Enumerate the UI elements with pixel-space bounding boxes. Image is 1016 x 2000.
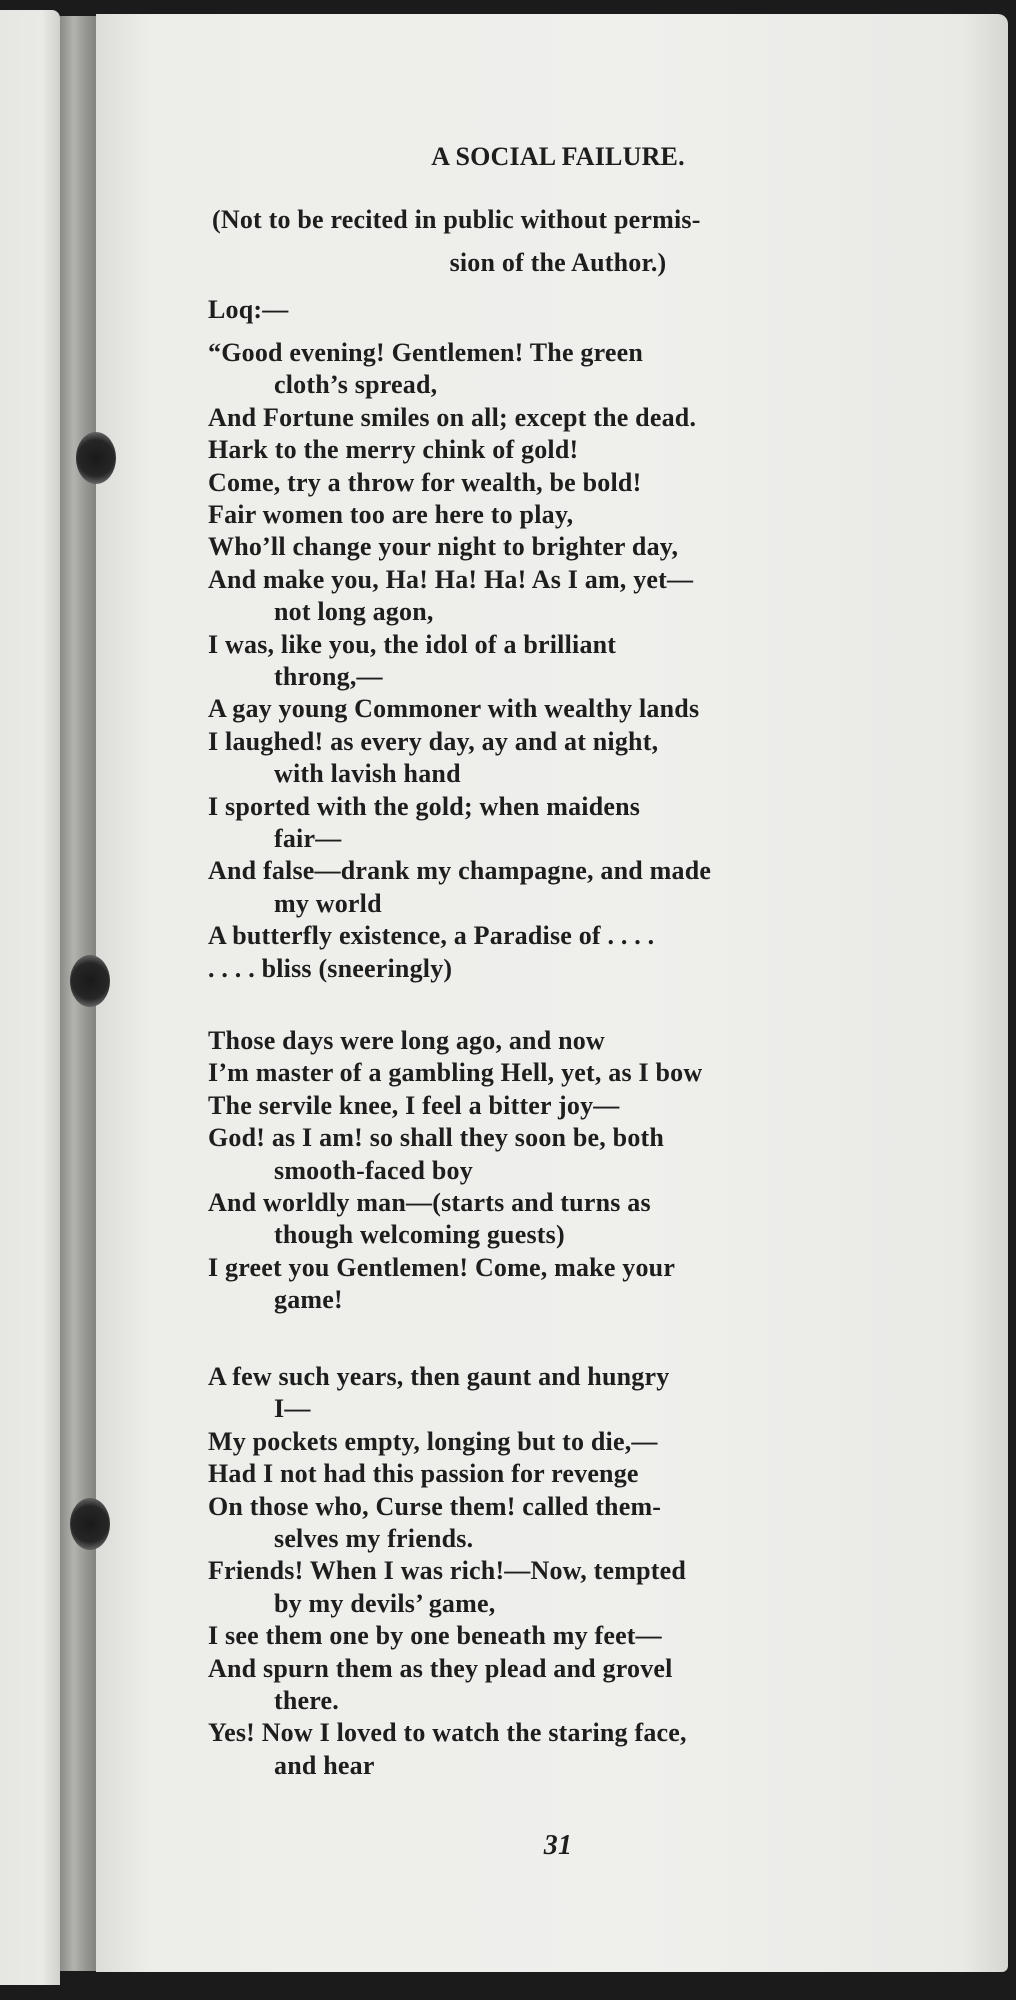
poem-line: Hark to the merry chink of gold! xyxy=(208,435,579,464)
poem-line: And worldly man—(starts and turns as xyxy=(208,1188,651,1217)
speaker-direction: Loq:— xyxy=(208,295,289,324)
binding-hole xyxy=(76,432,116,484)
poem-line: And spurn them as they plead and grovel xyxy=(208,1654,673,1683)
poem-line: On those who, Curse them! called them- xyxy=(208,1492,662,1521)
binding-hole xyxy=(70,1498,110,1550)
page-number: 31 xyxy=(543,1830,573,1861)
poem-line: my world xyxy=(274,889,382,918)
poem-line: Who’ll change your night to brighter day, xyxy=(208,532,679,561)
poem-line: by my devils’ game, xyxy=(274,1589,496,1618)
poem-line: Fair women too are here to play, xyxy=(208,500,574,529)
poem-line: Come, try a throw for wealth, be bold! xyxy=(208,468,642,497)
poem-line: I— xyxy=(274,1394,311,1423)
poem-line: game! xyxy=(274,1285,343,1314)
poem-line: though welcoming guests) xyxy=(274,1220,565,1249)
poem-line: I see them one by one beneath my feet— xyxy=(208,1621,662,1650)
poem-line: I greet you Gentlemen! Come, make your xyxy=(208,1253,676,1282)
poem-line: selves my friends. xyxy=(274,1524,474,1553)
poem-line: A gay young Commoner with wealthy lands xyxy=(208,694,700,723)
poem-line: I laughed! as every day, ay and at night, xyxy=(208,727,659,756)
poem-line: And Fortune smiles on all; except the dead. xyxy=(208,403,697,432)
poem-line: I sported with the gold; when maidens xyxy=(208,792,641,821)
poem-line: God! as I am! so shall they soon be, both xyxy=(208,1123,665,1152)
poem-line: The servile knee, I feel a bitter joy— xyxy=(208,1091,620,1120)
poem-line: cloth’s spread, xyxy=(274,370,438,399)
poem-line: . . . . bliss (sneeringly) xyxy=(208,954,453,983)
poem-line: there. xyxy=(274,1686,339,1715)
poem-line: I was, like you, the idol of a brilliant xyxy=(208,630,617,659)
poem-line: Friends! When I was rich!—Now, tempted xyxy=(208,1556,686,1585)
author-note-line-2: sion of the Author.) xyxy=(449,248,667,277)
poem-line: and hear xyxy=(274,1751,375,1780)
poem-line: I’m master of a gambling Hell, yet, as I bow xyxy=(208,1058,703,1087)
previous-page-edge xyxy=(0,10,60,1985)
author-note-line-1: (Not to be recited in public without permis- xyxy=(212,205,701,234)
poem-line: smooth-faced boy xyxy=(274,1156,473,1185)
poem-line: Yes! Now I loved to watch the staring face, xyxy=(208,1718,687,1747)
poem-line: And false—drank my champagne, and made xyxy=(208,856,712,885)
binding-hole xyxy=(70,955,110,1007)
poem-line: A butterfly existence, a Paradise of . . . . xyxy=(208,921,655,950)
poem-title: A SOCIAL FAILURE. xyxy=(431,142,685,171)
poem-line: throng,— xyxy=(274,662,383,691)
poem-line: And make you, Ha! Ha! Ha! As I am, yet— xyxy=(208,565,694,594)
poem-line: My pockets empty, longing but to die,— xyxy=(208,1427,658,1456)
poem-line: Those days were long ago, and now xyxy=(208,1026,605,1055)
poem-line: fair— xyxy=(274,824,342,853)
poem-line: Had I not had this passion for revenge xyxy=(208,1459,639,1488)
poem-line: not long agon, xyxy=(274,597,434,626)
poem-line: “Good evening! Gentlemen! The green xyxy=(208,338,644,367)
poem-line: with lavish hand xyxy=(274,759,461,788)
poem-line: A few such years, then gaunt and hungry xyxy=(208,1362,670,1391)
